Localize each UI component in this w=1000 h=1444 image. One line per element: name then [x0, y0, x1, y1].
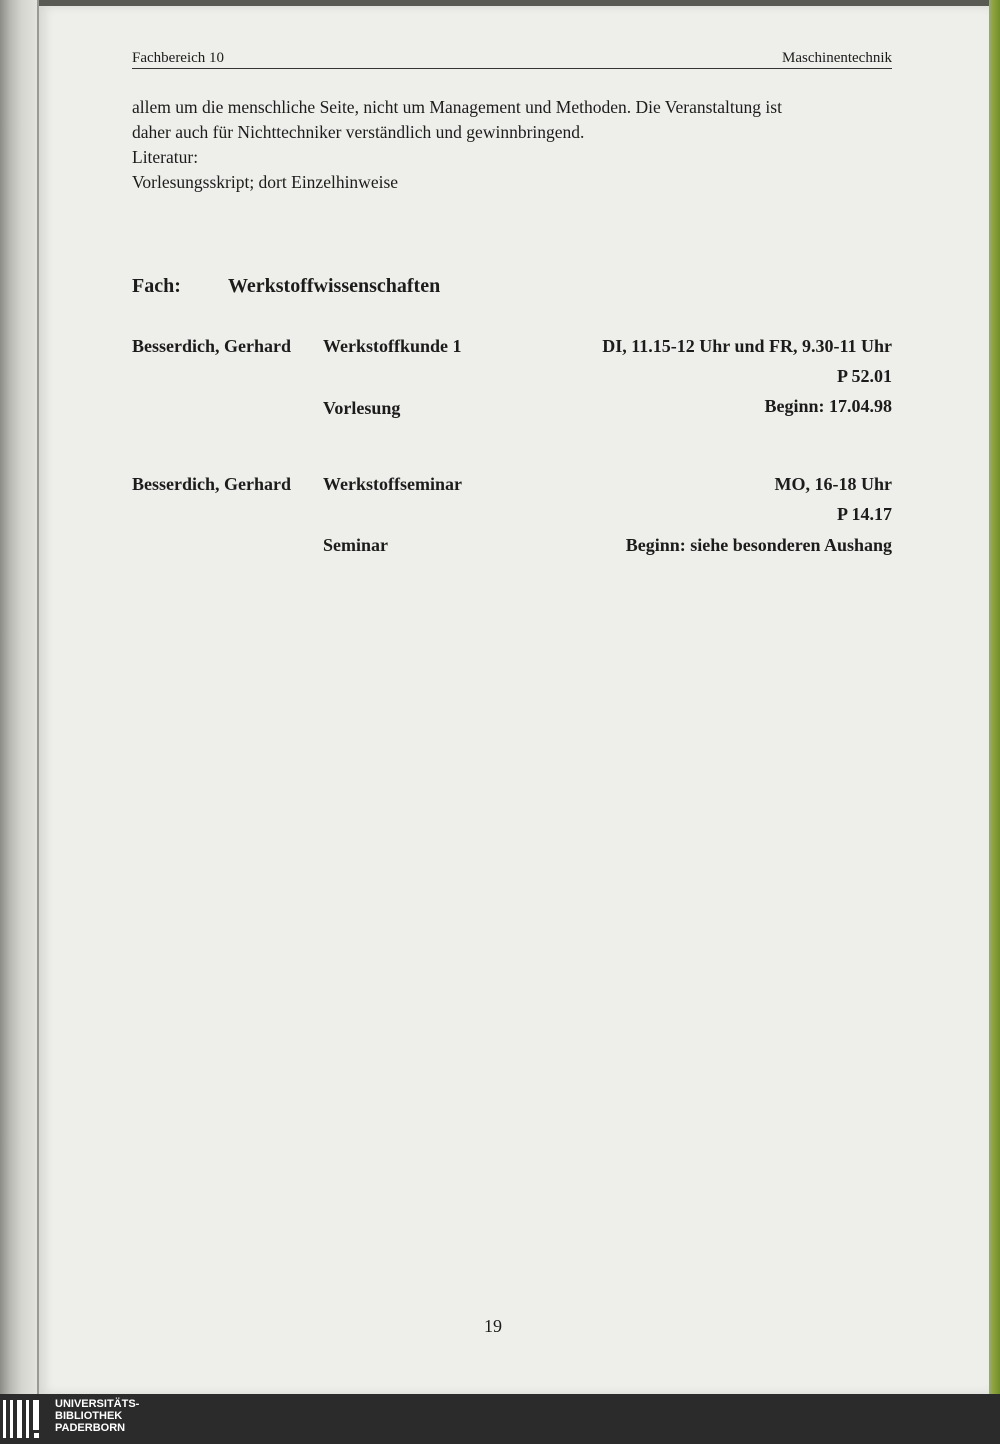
- course-1-start: Beginn: 17.04.98: [764, 396, 892, 416]
- course-2-room: P 14.17: [836, 504, 892, 524]
- course-1-lecturer: Besserdich, Gerhard: [132, 336, 291, 356]
- course-1-type: Vorlesung: [323, 398, 401, 418]
- course-2-start: Beginn: siehe besonderen Aushang: [625, 535, 892, 555]
- header-department: Fachbereich 10: [132, 50, 225, 66]
- page-right-edge: [989, 0, 1000, 1394]
- fach-name: Werkstoffwissenschaften: [228, 275, 441, 297]
- course-2-lecturer: Besserdich, Gerhard: [132, 474, 291, 494]
- fach-label: Fach:: [132, 275, 181, 297]
- header-rule: [132, 68, 892, 69]
- literature-label: Literatur:: [132, 147, 199, 167]
- library-name-line-1: UNIVERSITÄTS-: [55, 1398, 140, 1410]
- literature-text: Vorlesungsskript; dort Einzelhinweise: [132, 172, 399, 192]
- scanned-page: [39, 6, 989, 1394]
- header-subject: Maschinentechnik: [782, 50, 892, 66]
- library-footer-bar: [0, 1394, 1000, 1444]
- course-2-title: Werkstoffseminar: [323, 474, 462, 494]
- course-2-type: Seminar: [323, 535, 388, 555]
- intro-line-1: allem um die menschliche Seite, nicht um Management und Methoden. Die Veranstaltung ist: [132, 97, 782, 117]
- library-name-line-3: PADERBORN: [55, 1422, 126, 1434]
- library-name: [55, 1398, 139, 1434]
- course-2-time: MO, 16-18 Uhr: [774, 474, 892, 494]
- book-spine: [0, 0, 38, 1444]
- library-name-line-2: BIBLIOTHEK: [55, 1410, 123, 1422]
- intro-line-2: daher auch für Nichttechniker verständlich und gewinnbringend.: [132, 122, 585, 142]
- page-number: 19: [484, 1316, 502, 1336]
- course-1-time: DI, 11.15-12 Uhr und FR, 9.30-11 Uhr: [602, 336, 892, 356]
- course-1-room: P 52.01: [836, 366, 892, 386]
- course-1-title: Werkstoffkunde 1: [323, 336, 462, 356]
